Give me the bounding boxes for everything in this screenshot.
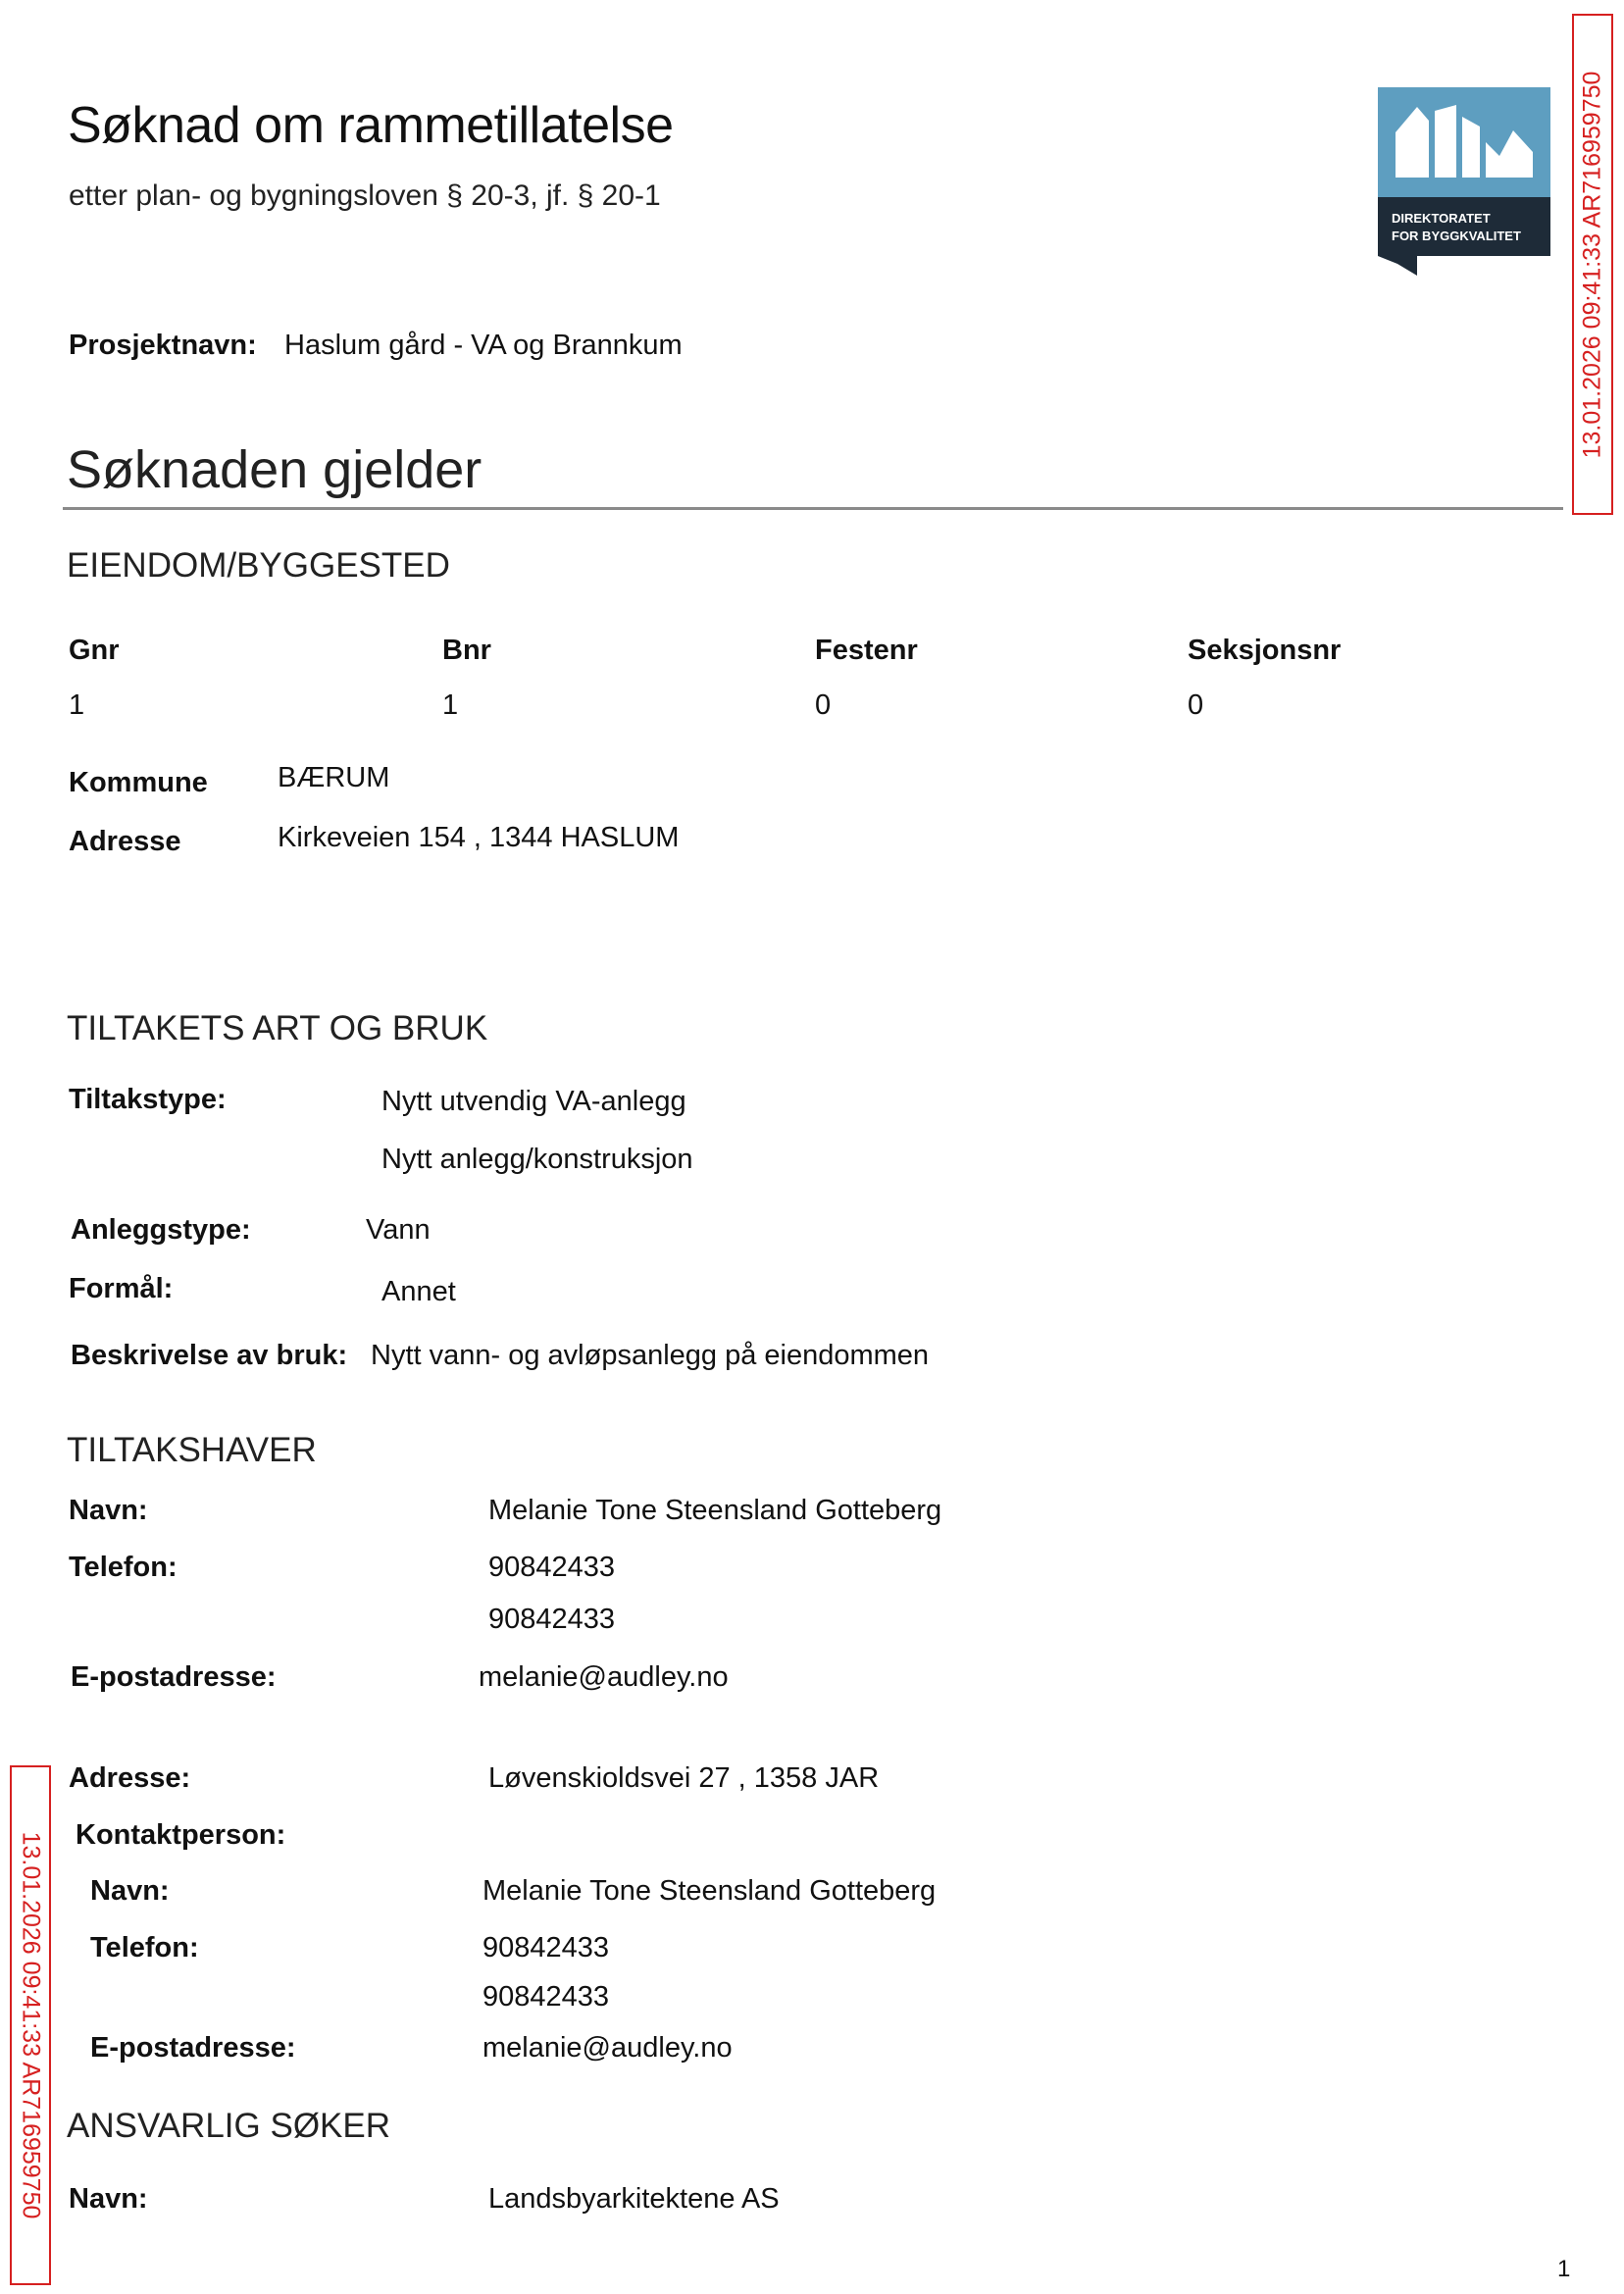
project-name-label: Prosjektnavn: (69, 330, 257, 361)
bnr-value: 1 (442, 689, 459, 721)
project-name-value: Haslum gård - VA og Brannkum (284, 330, 683, 361)
beskrivelse-value: Nytt vann- og avløpsanlegg på eiendommen (371, 1340, 930, 1371)
page-number: 1 (1557, 2256, 1571, 2282)
kontakt-telefon-label: Telefon: (90, 1932, 199, 1963)
tiltak-heading: TILTAKETS ART OG BRUK (67, 1009, 488, 1047)
tiltakshaver-navn-value: Melanie Tone Steensland Gotteberg (488, 1495, 942, 1526)
tiltakshaver-epost-label: E-postadresse: (71, 1661, 277, 1693)
tiltakshaver-telefon-value-1: 90842433 (488, 1552, 616, 1583)
document-title: Søknad om rammetillatelse (68, 97, 674, 154)
tiltakshaver-heading: TILTAKSHAVER (67, 1431, 317, 1469)
section-title: Søknaden gjelder (67, 440, 482, 499)
tiltakshaver-adresse-label: Adresse: (69, 1762, 191, 1794)
gnr-label: Gnr (69, 635, 120, 666)
document-subtitle: etter plan- og bygningsloven § 20-3, jf. § 20-1 (69, 179, 661, 212)
ansvarlig-navn-value: Landsbyarkitektene AS (488, 2183, 780, 2215)
stamp-text: 13.01.2026 09:41:33 AR716959750 (17, 1831, 45, 2219)
tiltakstype-value-1: Nytt utvendig VA-anlegg (381, 1086, 686, 1117)
adresse-label: Adresse (69, 826, 181, 857)
ansvarlig-heading: ANSVARLIG SØKER (67, 2107, 391, 2145)
seksjonsnr-label: Seksjonsnr (1188, 635, 1342, 666)
section-divider (63, 507, 1563, 510)
kommune-label: Kommune (69, 767, 208, 798)
ansvarlig-navn-label: Navn: (69, 2183, 148, 2215)
tiltakstype-value-2: Nytt anlegg/konstruksjon (381, 1144, 693, 1175)
kontakt-navn-value: Melanie Tone Steensland Gotteberg (482, 1875, 937, 1907)
tiltakshaver-telefon-value-2: 90842433 (488, 1604, 616, 1635)
dibk-logo (1378, 87, 1550, 276)
festenr-label: Festenr (815, 635, 918, 666)
kontaktperson-label: Kontaktperson: (76, 1819, 286, 1851)
tiltakshaver-adresse-value: Løvenskioldsvei 27 , 1358 JAR (488, 1762, 880, 1794)
tiltakshaver-navn-label: Navn: (69, 1495, 148, 1526)
logo-text-line2: FOR BYGGKVALITET (1392, 229, 1521, 243)
tiltakstype-label: Tiltakstype: (69, 1084, 227, 1115)
bnr-label: Bnr (442, 635, 491, 666)
gnr-value: 1 (69, 689, 85, 721)
tiltakshaver-epost-value: melanie@audley.no (479, 1661, 729, 1693)
anleggstype-label: Anleggstype: (71, 1214, 251, 1246)
kontakt-epost-value: melanie@audley.no (482, 2032, 733, 2064)
logo-text-line1: DIREKTORATET (1392, 211, 1491, 226)
tiltakshaver-telefon-label: Telefon: (69, 1552, 178, 1583)
formal-value: Annet (381, 1276, 456, 1307)
adresse-value: Kirkeveien 154 , 1344 HASLUM (278, 822, 680, 853)
kontakt-telefon-value-1: 90842433 (482, 1932, 610, 1963)
property-heading: EIENDOM/BYGGESTED (67, 546, 450, 585)
timestamp-stamp-right (1572, 14, 1613, 515)
anleggstype-value: Vann (366, 1214, 431, 1246)
festenr-value: 0 (815, 689, 832, 721)
dibk-logo-graphic (1378, 87, 1550, 276)
kontakt-navn-label: Navn: (90, 1875, 170, 1907)
kontakt-epost-label: E-postadresse: (90, 2032, 296, 2064)
stamp-text: 13.01.2026 09:41:33 AR716959750 (1578, 71, 1606, 458)
beskrivelse-label: Beskrivelse av bruk: (71, 1340, 348, 1371)
kontakt-telefon-value-2: 90842433 (482, 1981, 610, 2013)
timestamp-stamp-left (10, 1765, 51, 2285)
seksjonsnr-value: 0 (1188, 689, 1204, 721)
kommune-value: BÆRUM (278, 762, 390, 793)
formal-label: Formål: (69, 1273, 174, 1304)
